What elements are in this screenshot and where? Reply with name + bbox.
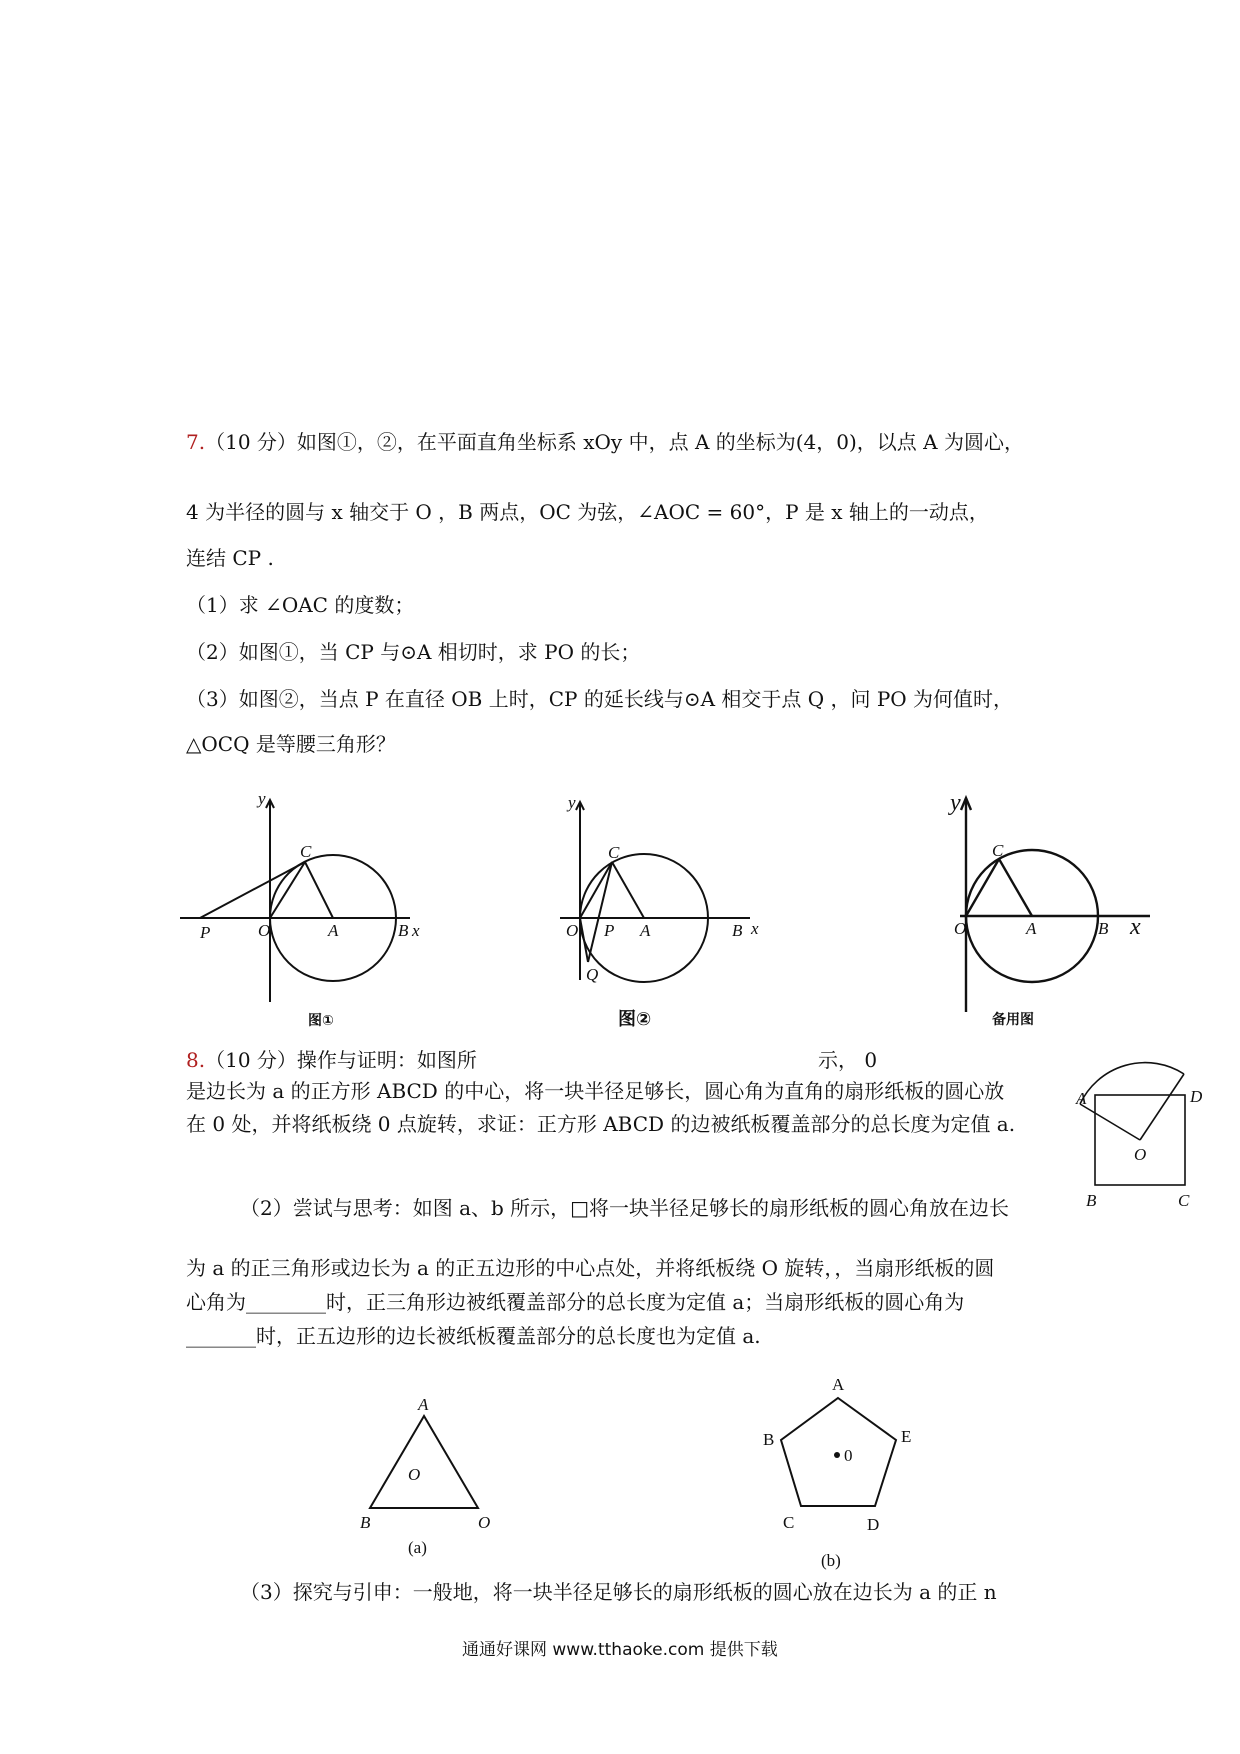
fig2-b-label: B <box>732 921 743 940</box>
fig1-x-label: x <box>412 921 420 940</box>
triangle-caption: (a) <box>408 1538 427 1557</box>
q8-part2-line4: _______时，正五边形的边长被纸板覆盖部分的总长度也为定值 a. <box>186 1324 761 1348</box>
q8-part3: （3）探究与引申：一般地，将一块半径足够长的扇形纸板的圆心放在边长为 a 的正 n <box>240 1580 997 1604</box>
fig1-y-label: y <box>258 789 266 808</box>
pentagon-c-label: C <box>783 1513 795 1532</box>
fig3-x-label: x <box>1130 914 1141 940</box>
square-b-label: B <box>1086 1191 1097 1210</box>
pentagon-figure <box>755 1370 925 1570</box>
fig2-a-label: A <box>640 921 651 940</box>
fig3-caption: 备用图 <box>992 1012 1034 1028</box>
fig3-y-label: y <box>950 790 961 816</box>
pentagon-center-label: 0 <box>844 1446 853 1465</box>
q7-line2: 4 为半径的圆与 x 轴交于 O ，B 两点，OC 为弦，∠AOC = 60°，P 是 x 轴上的一动点， <box>186 500 989 524</box>
figure-3 <box>940 780 1160 1040</box>
figure-2 <box>550 780 780 1040</box>
pentagon-a-label: A <box>832 1375 845 1394</box>
q7-line3: 连结 CP . <box>186 546 274 570</box>
q8-line1a-text: （10 分）操作与证明：如图所 <box>205 1048 477 1072</box>
triangle-a-label: A <box>418 1395 429 1414</box>
fig2-x-label: x <box>751 919 759 938</box>
fig1-o-label: O <box>258 921 271 940</box>
fig3-c-label: C <box>992 841 1004 860</box>
fig2-o-label: O <box>566 921 579 940</box>
figure-1 <box>170 780 450 1040</box>
square-d-label: D <box>1190 1087 1203 1106</box>
fig2-c-label: C <box>608 843 620 862</box>
fig1-c-label: C <box>300 842 312 861</box>
pentagon-d-label: D <box>867 1515 880 1534</box>
fig2-y-label: y <box>568 793 576 812</box>
q8-line3: 在 0 处，并将纸板绕 0 点旋转，求证：正方形 ABCD 的边被纸板覆盖部分的总长度为定值 a. <box>186 1112 1016 1136</box>
q7-number: 7. <box>186 430 206 454</box>
square-a-label: A <box>1076 1089 1087 1108</box>
triangle-b-label: B <box>360 1513 371 1532</box>
pentagon-caption: (b) <box>821 1551 841 1570</box>
fig3-b-label: B <box>1098 919 1109 938</box>
q7-line1-text: （10 分）如图①，②，在平面直角坐标系 xOy 中，点 A 的坐标为(4，0)，以点 A 为圆心， <box>205 430 1024 454</box>
q8-line1b: 示， 0 <box>818 1048 878 1072</box>
fig2-p-label: P <box>604 921 615 940</box>
pentagon-b-label: B <box>763 1430 775 1449</box>
fig2-caption: 图② <box>618 1009 652 1030</box>
q7-sub1: （1）求 ∠OAC 的度数； <box>186 593 415 617</box>
fig3-o-label: O <box>954 919 967 938</box>
q8-number: 8. <box>186 1048 206 1072</box>
triangle-figure <box>350 1390 510 1560</box>
fig1-caption: 图① <box>308 1013 334 1029</box>
fig3-a-label: A <box>1026 919 1037 938</box>
q7-sub2: （2）如图①，当 CP 与⊙A 相切时，求 PO 的长； <box>186 640 641 664</box>
triangle-o-label: O <box>478 1513 491 1532</box>
q8-line1a <box>186 1048 477 1072</box>
square-figure <box>1060 1060 1220 1220</box>
footer: 通通好课网 www.tthaoke.com 提供下载 <box>462 1640 778 1660</box>
triangle-center-label: O <box>408 1465 421 1484</box>
square-c-label: C <box>1178 1191 1190 1210</box>
fig2-q-label: Q <box>586 965 599 984</box>
q7-line1 <box>186 430 1024 454</box>
q7-sub3: （3）如图②，当点 P 在直径 OB 上时，CP 的延长线与⊙A 相交于点 Q ，问 PO 为何值时， <box>186 687 1014 711</box>
q7-sub3b: △OCQ 是等腰三角形？ <box>186 732 396 756</box>
pentagon-e-label: E <box>901 1427 912 1446</box>
fig1-p-label: P <box>200 923 211 942</box>
q8-line2: 是边长为 a 的正方形 ABCD 的中心，将一块半径足够长，圆心角为直角的扇形纸板的圆心放 <box>186 1079 1005 1103</box>
fig1-a-label: A <box>328 921 339 940</box>
square-o-label: O <box>1134 1145 1147 1164</box>
q8-part2-line2: 为 a 的正三角形或边长为 a 的正五边形的中心点处，并将纸板绕 O 旋转，，当扇形纸板的圆 <box>186 1256 995 1280</box>
q8-part2-line1: （2）尝试与思考：如图 a、b 所示，□将一块半径足够长的扇形纸板的圆心角放在边长 <box>240 1196 1010 1220</box>
q8-part2-line3: 心角为________时，正三角形边被纸覆盖部分的总长度为定值 a；当扇形纸板的圆心角为 <box>186 1290 965 1314</box>
fig1-b-label: B <box>398 921 409 940</box>
pentagon-center-dot <box>834 1452 840 1458</box>
